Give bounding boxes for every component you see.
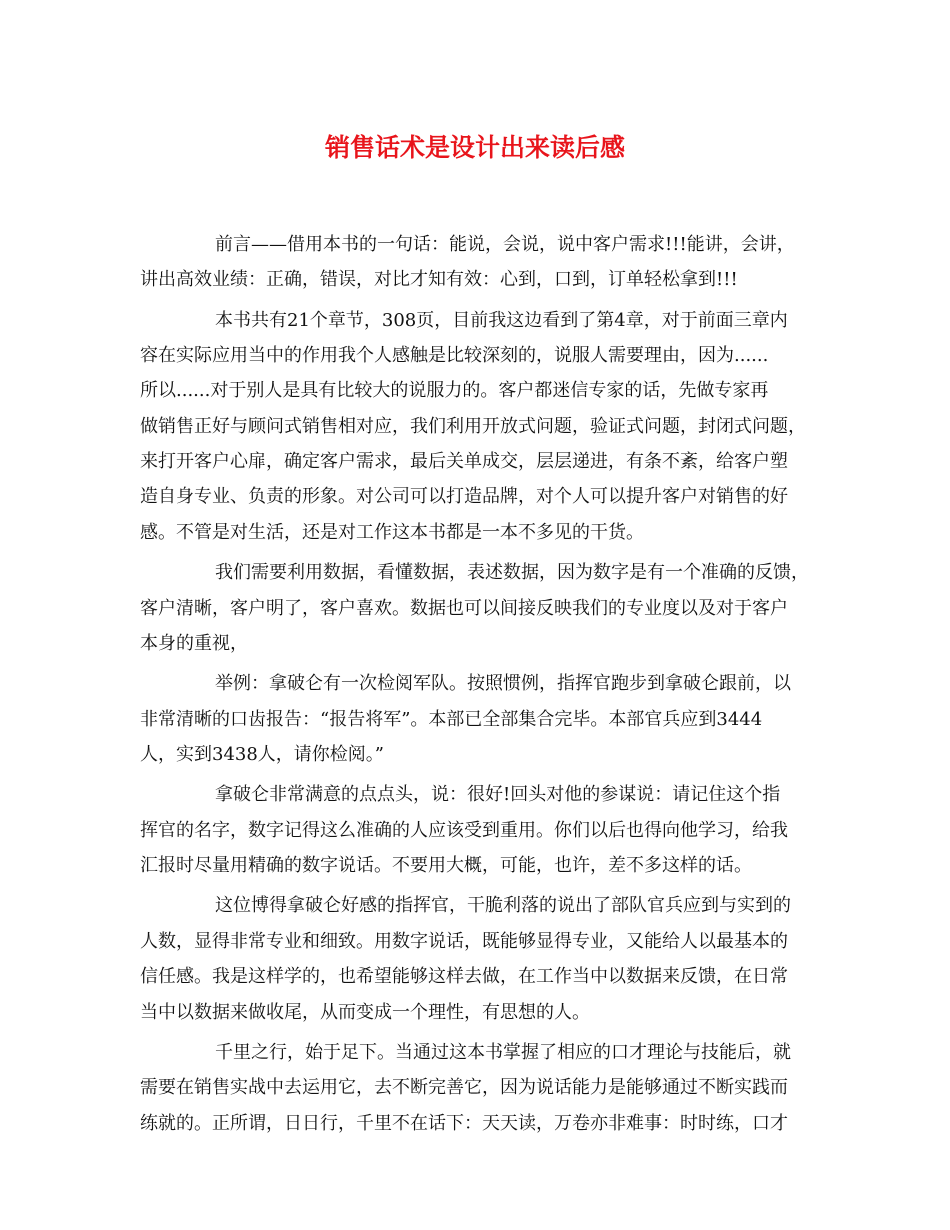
body-line: 本书共有21个章节，308页，目前我这边看到了第4章，对于前面三章内 bbox=[215, 310, 788, 331]
body-line: 练就的。正所谓，日日行，千里不在话下：天天读，万卷亦非难事：时时练，口才 bbox=[140, 1113, 788, 1134]
body-line: 举例：拿破仑有一次检阅军队。按照惯例，指挥官跑步到拿破仑跟前，以 bbox=[215, 673, 791, 694]
body-line: 客户清晰，客户明了，客户喜欢。数据也可以间接反映我们的专业度以及对于客户 bbox=[140, 598, 788, 619]
body-line: 非常清晰的口齿报告：“报告将军”。本部已全部集合完毕。本部官兵应到3444 bbox=[140, 709, 763, 730]
body-line: 容在实际应用当中的作用我个人感触是比较深刻的，说服人需要理由，因为...... bbox=[140, 345, 769, 366]
body-line: 当中以数据来做收尾，从而变成一个理性，有思想的人。 bbox=[140, 1002, 590, 1023]
body-line: 做销售正好与顾问式销售相对应，我们利用开放式问题，验证式问题，封闭式问题， bbox=[140, 416, 806, 437]
body-line: 来打开客户心扉，确定客户需求，最后关单成交，层层递进，有条不紊，给客户塑 bbox=[140, 451, 788, 472]
body-line: 千里之行，始于足下。当通过这本书掌握了相应的口才理论与技能后，就 bbox=[215, 1042, 791, 1063]
body-line: 汇报时尽量用精确的数字说话。不要用大概，可能，也许，差不多这样的话。 bbox=[140, 855, 752, 876]
body-line: 人数，显得非常专业和细致。用数字说话，既能够显得专业，又能给人以最基本的 bbox=[140, 931, 788, 952]
body-line: 所以......对于别人是具有比较大的说服力的。客户都迷信专家的话，先做专家再 bbox=[140, 380, 769, 401]
body-line: 造自身专业、负责的形象。对公司可以打造品牌，对个人可以提升客户对销售的好 bbox=[140, 486, 788, 507]
body-line: 感。不管是对生活，还是对工作这本书都是一本不多见的干货。 bbox=[140, 522, 644, 543]
body-line: 拿破仑非常满意的点点头，说：很好!回头对他的参谋说：请记住这个指 bbox=[215, 784, 781, 805]
body-line: 讲出高效业绩：正确，错误，对比才知有效：心到，口到，订单轻松拿到!!! bbox=[140, 269, 738, 290]
body-line: 挥官的名字，数字记得这么准确的人应该受到重用。你们以后也得向他学习，给我 bbox=[140, 820, 788, 841]
body-line: 我们需要利用数据，看懂数据，表述数据，因为数字是有一个准确的反馈， bbox=[215, 562, 809, 583]
body-line: 前言——借用本书的一句话：能说，会说，说中客户需求!!!能讲，会讲， bbox=[215, 234, 795, 255]
document-title: 销售话术是设计出来读后感 bbox=[324, 133, 625, 162]
body-line: 需要在销售实战中去运用它，去不断完善它，因为说话能力是能够通过不断实践而 bbox=[140, 1077, 788, 1098]
body-line: 这位博得拿破仑好感的指挥官，干脆利落的说出了部队官兵应到与实到的 bbox=[215, 895, 791, 916]
body-line: 人，实到3438人，请你检阅。” bbox=[140, 744, 385, 765]
body-line: 本身的重视， bbox=[140, 633, 248, 654]
body-line: 信任感。我是这样学的，也希望能够这样去做，在工作当中以数据来反馈，在日常 bbox=[140, 966, 788, 987]
